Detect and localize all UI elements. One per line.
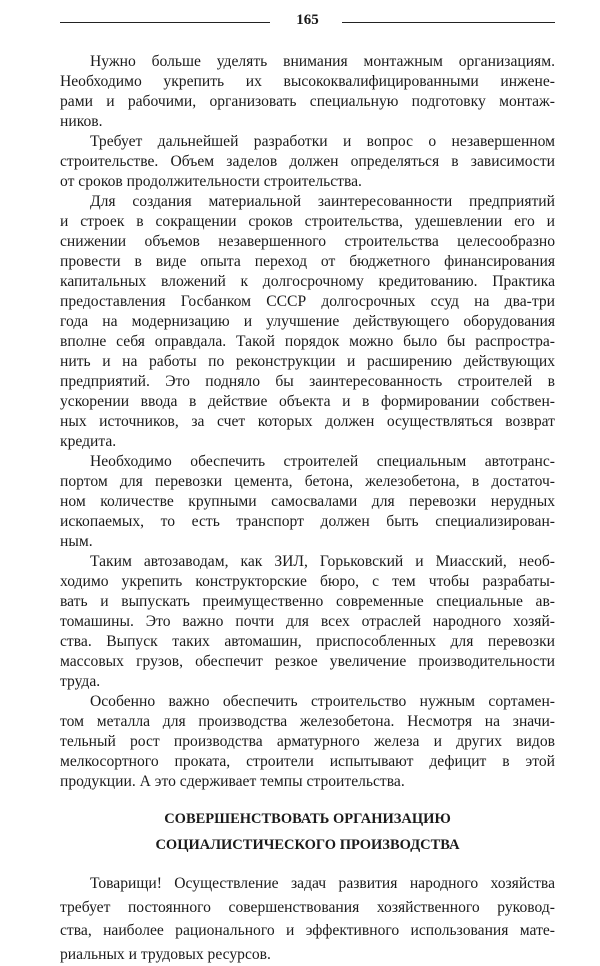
- paragraph: [60, 132, 555, 192]
- text-line: мелкосортного проката, строители испытывают дефицит в этой: [60, 753, 555, 770]
- text-line: Таким автозаводам, как ЗИЛ, Горьковский и Миасский, необ-: [90, 553, 555, 570]
- paragraph: [60, 552, 555, 692]
- text-line: и строек в сокращении сроков строительства, удешевлении его и: [60, 213, 555, 230]
- text-line: тельный рост производства арматурного железа и других видов: [60, 733, 555, 750]
- text-line: строительстве. Объем заделов должен определяться в зависимости: [60, 153, 555, 170]
- text-line: года на модернизацию и улучшение действующего оборудования: [60, 313, 555, 330]
- text-line: том металла для производства железобетона. Несмотря на значи-: [60, 713, 555, 730]
- final-paragraph: [60, 872, 555, 966]
- text-line: вать и выпускать преимущественно современные специальные ав-: [60, 593, 555, 610]
- text-line: ным.: [60, 533, 93, 550]
- text-line: вполне себя оправдала. Такой порядок можно было бы распростра-: [60, 333, 555, 350]
- text-line: риальных и трудовых ресурсов.: [60, 945, 271, 963]
- text-line: массовых грузов, обеспечит резкое увеличение производительности: [60, 653, 555, 670]
- paragraph: [60, 192, 555, 452]
- text-line: портом для перевозки цемента, бетона, железобетона, в достаточ-: [60, 473, 555, 490]
- text-line: нить и на работы по реконструкции и расширению действующих: [60, 353, 555, 370]
- text-line: предприятий. Это подняло бы заинтересованность строителей в: [60, 373, 555, 390]
- text-line: требует постоянного совершенствования хозяйственного руковод-: [60, 898, 555, 916]
- section-heading: [60, 806, 555, 858]
- text-line: Необходимо обеспечить строителей специальным автотранс-: [90, 453, 555, 470]
- header-rule-right: [342, 22, 555, 23]
- text-line: капитальных вложений к долгосрочному кредитованию. Практика: [60, 273, 555, 290]
- paragraph: [60, 692, 555, 792]
- text-line: Требует дальнейшей разработки и вопрос о незавершенном: [90, 133, 555, 150]
- text-line: продукции. А это сдерживает темпы строительства.: [60, 773, 405, 790]
- text-line: ускорении ввода в действие объекта и в формировании собствен-: [60, 393, 555, 410]
- text-line: ников.: [60, 113, 103, 130]
- text-line: Нужно больше уделять внимания монтажным организациям.: [90, 53, 555, 70]
- text-line: томашины. Это важно почти для всех отраслей народного хозяй-: [60, 613, 555, 630]
- text-line: ства. Выпуск таких автомашин, приспособленных для перевозки: [60, 633, 555, 650]
- text-line: снижении объемов незавершенного строительства целесообразно: [60, 233, 555, 250]
- text-line: ном количестве крупными самосвалами для перевозки нерудных: [60, 493, 555, 510]
- text-line: провести в виде опыта переход от бюджетного финансирования: [60, 253, 555, 270]
- text-line: Особенно важно обеспечить строительство нужным сортамен-: [90, 693, 555, 710]
- main-text: [60, 52, 555, 792]
- section-heading-line: СОВЕРШЕНСТВОВАТЬ ОРГАНИЗАЦИЮ: [164, 811, 451, 827]
- page-header: [60, 10, 555, 30]
- text-line: от сроков продолжительности строительства.: [60, 173, 362, 190]
- text-line: кредита.: [60, 433, 117, 450]
- text-line: ископаемых, то есть транспорт должен быть специализирован-: [60, 513, 555, 530]
- paragraph: [60, 52, 555, 132]
- text-line: Необходимо укрепить их высококвалифицированными инжене-: [60, 73, 555, 90]
- text-line: ходимо укрепить конструкторские бюро, с тем чтобы разрабаты-: [60, 573, 555, 590]
- text-line: рами и рабочими, организовать специальную подготовку монтаж-: [60, 93, 555, 110]
- text-line: Для создания материальной заинтересованности предприятий: [90, 193, 555, 210]
- text-line: труда.: [60, 673, 101, 690]
- text-line: Товарищи! Осуществление задач развития народного хозяйства: [90, 875, 555, 892]
- page-number: 165: [296, 12, 319, 28]
- text-line: ства, наиболее рационального и эффективного использования мате-: [60, 922, 555, 940]
- text-line: ных источников, за счет которых должен осуществляться возврат: [60, 413, 555, 430]
- section-heading-line: СОЦИАЛИСТИЧЕСКОГО ПРОИЗВОДСТВА: [155, 837, 460, 853]
- paragraph: [60, 452, 555, 552]
- header-rule-left: [60, 22, 270, 23]
- text-line: предоставления Госбанком СССР долгосрочных ссуд на два-три: [60, 293, 555, 310]
